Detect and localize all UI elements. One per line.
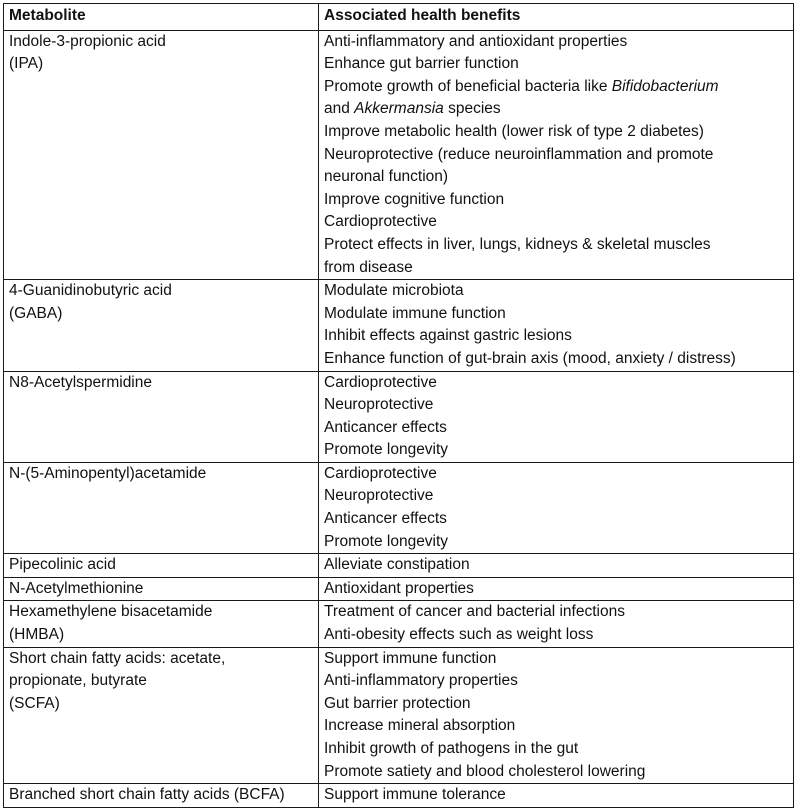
- benefit-item: Neuroprotective: [324, 396, 434, 414]
- metabolite-name-line: N-Acetylmethionine: [9, 579, 144, 597]
- metabolite-cell: [4, 647, 319, 784]
- benefit-item: Enhance gut barrier function: [324, 55, 519, 73]
- benefits-cell: [319, 280, 794, 371]
- metabolite-name-line: 4-Guanidinobutyric acid: [9, 282, 172, 300]
- benefit-item: Anticancer effects: [324, 418, 447, 436]
- benefit-item: Antioxidant properties: [324, 579, 474, 597]
- metabolite-cell: [4, 462, 319, 553]
- benefits-cell: [319, 601, 794, 647]
- table-body: [4, 30, 794, 807]
- header-metabolite: Metabolite: [4, 4, 319, 31]
- benefit-item: Cardioprotective: [324, 213, 437, 231]
- metabolite-cell: [4, 601, 319, 647]
- benefit-item: Modulate immune function: [324, 304, 506, 322]
- benefit-item: Anti-obesity effects such as weight loss: [324, 626, 594, 644]
- benefit-item: Anti-inflammatory and antioxidant properties: [324, 32, 628, 50]
- benefit-item: Neuroprotective (reduce neuroinflammation and promote: [324, 145, 714, 163]
- benefit-item: Anti-inflammatory properties: [324, 672, 518, 690]
- benefit-item: Promote longevity: [324, 532, 449, 550]
- benefit-item: Anticancer effects: [324, 510, 447, 528]
- table-row: [4, 577, 794, 601]
- metabolite-name-line: Indole-3-propionic acid: [9, 32, 166, 50]
- table-row: [4, 462, 794, 553]
- species-name: Akkermansia: [354, 100, 444, 118]
- benefits-cell: [319, 554, 794, 578]
- metabolite-cell: [4, 30, 319, 280]
- benefits-cell: [319, 30, 794, 280]
- benefit-item: Support immune function: [324, 649, 497, 667]
- benefit-item: Neuroprotective: [324, 487, 434, 505]
- metabolite-name-line: (SCFA): [9, 694, 60, 712]
- metabolite-name-line: propionate, butyrate: [9, 672, 147, 690]
- benefits-cell: [319, 577, 794, 601]
- metabolite-name-line: N-(5-Aminopentyl)acetamide: [9, 464, 207, 482]
- benefit-item: Modulate microbiota: [324, 282, 464, 300]
- benefit-item: Cardioprotective: [324, 464, 437, 482]
- benefits-cell: [319, 371, 794, 462]
- benefit-item: Increase mineral absorption: [324, 717, 516, 735]
- metabolite-cell: [4, 371, 319, 462]
- benefit-item: Inhibit effects against gastric lesions: [324, 327, 572, 345]
- metabolite-cell: [4, 577, 319, 601]
- benefit-item: Inhibit growth of pathogens in the gut: [324, 740, 579, 757]
- benefit-item: Gut barrier protection: [324, 694, 471, 712]
- benefit-item: Promote longevity: [324, 441, 449, 459]
- benefit-item: neuronal function): [324, 168, 449, 186]
- metabolite-cell: [4, 784, 319, 808]
- benefit-item: Promote satiety and blood cholesterol lowering: [324, 762, 646, 780]
- metabolite-name-line: (IPA): [9, 55, 44, 73]
- table-row: [4, 371, 794, 462]
- header-health-benefits: Associated health benefits: [319, 4, 794, 31]
- metabolite-name-line: Hexamethylene bisacetamide: [9, 603, 213, 621]
- benefit-item: Enhance function of gut-brain axis (mood, anxiety / distress): [324, 349, 736, 367]
- benefit-item: and Akkermansia species: [324, 100, 501, 118]
- metabolite-cell: [4, 280, 319, 371]
- benefit-item: Support immune tolerance: [324, 786, 506, 804]
- table-row: [4, 784, 794, 808]
- metabolite-name-line: (HMBA): [9, 626, 65, 644]
- table-row: [4, 280, 794, 371]
- benefit-item: Improve metabolic health (lower risk of type 2 diabetes): [324, 122, 704, 140]
- metabolite-name-line: (GABA): [9, 304, 63, 322]
- benefit-item: Treatment of cancer and bacterial infections: [324, 603, 625, 621]
- benefits-cell: [319, 647, 794, 784]
- metabolite-name-line: Branched short chain fatty acids (BCFA): [9, 786, 285, 804]
- header-row: [4, 4, 794, 31]
- benefit-item: from disease: [324, 258, 413, 276]
- metabolite-name-line: N8-Acetylspermidine: [9, 373, 152, 391]
- table-row: [4, 647, 794, 784]
- table-row: [4, 554, 794, 578]
- benefit-item: Cardioprotective: [324, 373, 437, 391]
- metabolite-cell: [4, 554, 319, 578]
- species-name: Bifidobacterium: [611, 77, 719, 95]
- benefit-item: Improve cognitive function: [324, 190, 505, 208]
- table-row: [4, 601, 794, 647]
- metabolite-name-line: Pipecolinic acid: [9, 556, 116, 574]
- metabolite-name-line: Short chain fatty acids: acetate,: [9, 649, 226, 667]
- benefits-cell: [319, 462, 794, 553]
- benefit-item: Promote growth of beneficial bacteria like Bifidobacterium: [324, 77, 719, 95]
- table-row: [4, 30, 794, 280]
- benefits-cell: [319, 784, 794, 808]
- benefit-item: Protect effects in liver, lungs, kidneys & skeletal muscles: [324, 235, 711, 253]
- metabolite-benefits-table: [3, 3, 794, 808]
- benefit-item: Alleviate constipation: [324, 556, 470, 574]
